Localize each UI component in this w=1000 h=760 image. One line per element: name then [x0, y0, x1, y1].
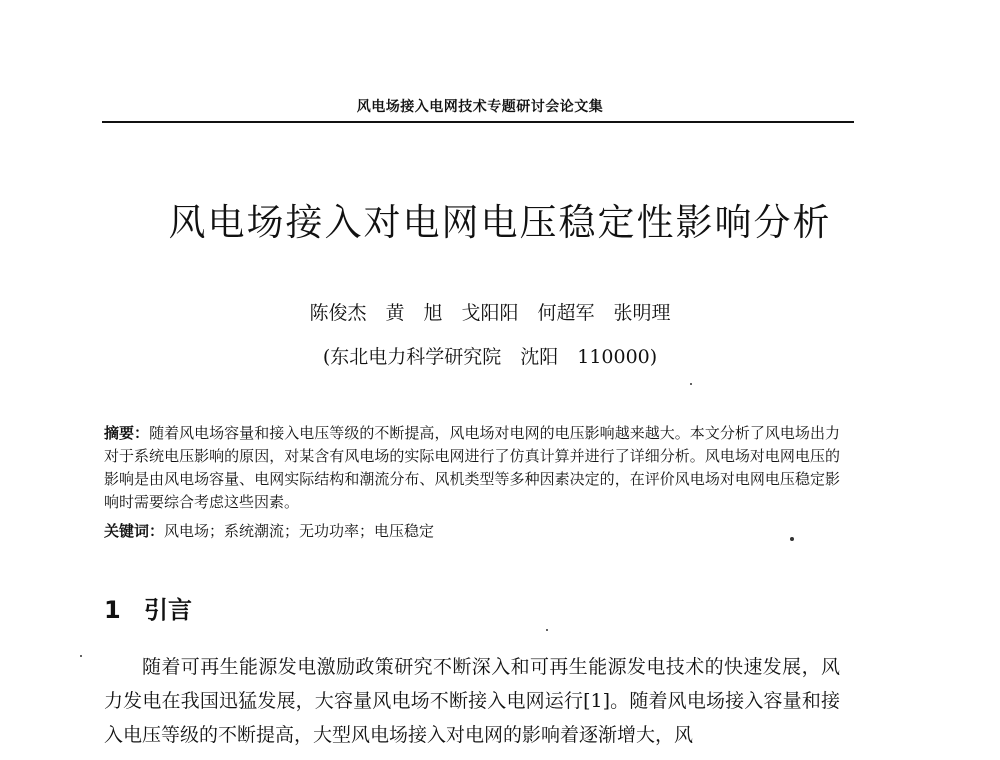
abstract-text: 随着风电场容量和接入电压等级的不断提高，风电场对电网的电压影响越来越大。本文分析了风电场出力对于系统电压影响的原因，对某含有风电场的实际电网进行了仿真计算并进行了详细分析。风电场对电网电压的影响是由风电场容量、电网实际结构和潮流分布、风机类型等多种因素决定的，在评价风电场对电网电压稳定影响时需要综合考虑这些因素。	[104, 424, 840, 511]
running-header: 风电场接入电网技术专题研讨会论文集	[356, 99, 604, 115]
keywords-text: 风电场；系统潮流；无功功率；电压稳定	[164, 522, 435, 540]
authors: 陈俊杰 黄 旭 戈阳阳 何超军 张明理	[309, 302, 671, 324]
keywords	[104, 520, 840, 543]
scan-speck	[690, 383, 692, 385]
abstract	[104, 422, 840, 514]
keywords-label: 关键词：	[104, 522, 165, 540]
paper-title: 风电场接入对电网电压稳定性影响分析	[168, 201, 832, 244]
scan-speck	[546, 629, 548, 631]
section-number: 1	[104, 596, 121, 624]
abstract-label: 摘要：	[104, 424, 150, 442]
scan-speck	[80, 655, 82, 657]
section-heading	[104, 590, 192, 625]
body-paragraph: 随着可再生能源发电激励政策研究不断深入和可再生能源发电技术的快速发展，风力发电在我国迅猛发展，大容量风电场不断接入电网运行[1]。随着风电场接入容量和接入电压等级的不断提高，大型风电场接入对电网的影响着逐渐增大，风	[104, 656, 840, 746]
scan-speck	[790, 537, 794, 541]
affiliation: (东北电力科学研究院 沈阳 110000)	[322, 346, 658, 368]
section-title: 引言	[144, 596, 192, 624]
header-rule	[102, 121, 854, 123]
